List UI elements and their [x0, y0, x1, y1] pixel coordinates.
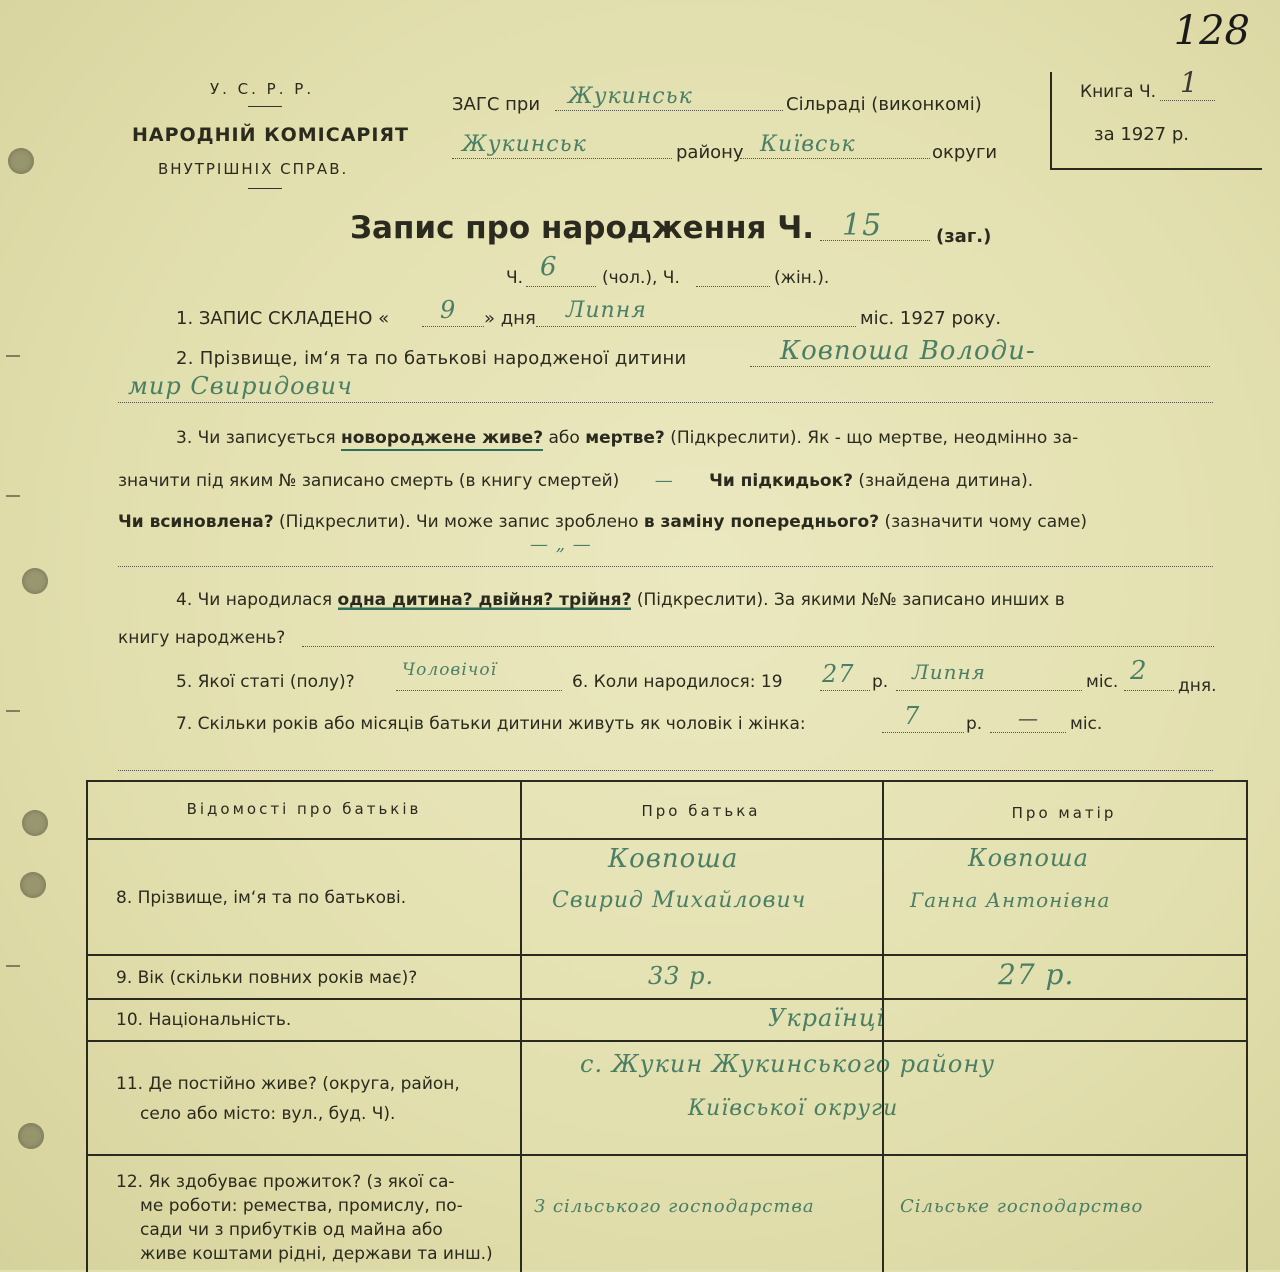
- item1-mid: » дня: [484, 308, 536, 329]
- item4-text: 4. Чи народилася: [176, 590, 333, 610]
- fill-line: [555, 110, 783, 111]
- father-surname: Ковпоша: [608, 844, 739, 874]
- birth-day: 2: [1130, 656, 1148, 686]
- record-day: 9: [440, 296, 457, 324]
- fill-line: [696, 286, 770, 287]
- child-name-line2: мир Свиридович: [128, 372, 353, 400]
- item4-options: одна дитина? двійня? трійня?: [337, 590, 632, 610]
- fill-line: [118, 402, 1213, 403]
- mother-surname: Ковпоша: [968, 844, 1089, 872]
- record-title: Запис про народження Ч.: [350, 210, 815, 246]
- page-number: 128: [1173, 8, 1250, 54]
- row8-label: 8. Прізвище, ім‘я та по батькові.: [116, 888, 407, 908]
- item3-text: 3. Чи записується: [176, 428, 336, 448]
- record-number: 15: [842, 208, 883, 243]
- item3-line1: [176, 428, 1078, 448]
- row11-label-line2: село або місто: вул., буд. Ч).: [140, 1104, 396, 1124]
- parents-table: [86, 780, 1248, 1272]
- item6-label: 6. Коли народилося: 19: [572, 672, 783, 692]
- item6-r: р.: [872, 672, 889, 692]
- book-year: за 1927 р.: [1094, 124, 1190, 145]
- female-label: (жін.).: [774, 268, 830, 288]
- binder-hole: [20, 872, 46, 898]
- item6-mis: міс.: [1086, 672, 1119, 692]
- binder-hole: [8, 148, 34, 174]
- child-name-line1: Ковпоша Володи-: [780, 336, 1036, 366]
- marriage-months: —: [1018, 706, 1039, 730]
- fill-line: [536, 326, 856, 327]
- total-label: (заг.): [936, 226, 992, 247]
- divider: [248, 106, 282, 107]
- fill-line: [990, 732, 1066, 733]
- fill-line: [452, 158, 672, 159]
- birth-year: 27: [822, 660, 855, 688]
- item3-text: або: [548, 428, 580, 448]
- zags-prefix: ЗАГС при: [452, 94, 541, 115]
- book-number: 1: [1180, 66, 1199, 99]
- row-divider: [88, 1154, 1246, 1156]
- book-label: Книга Ч.: [1080, 82, 1157, 102]
- marriage-years: 7: [904, 702, 921, 730]
- item7-label: 7. Скільки років або місяців батьки дитини живуть як чоловік і жінка:: [176, 714, 806, 734]
- row-divider: [88, 1040, 1246, 1042]
- fill-line: [118, 566, 1213, 567]
- row10-label: 10. Національність.: [116, 1010, 292, 1030]
- fill-line: [422, 326, 484, 327]
- row12-label-line1: 12. Як здобуває прожиток? (з якої са-: [116, 1172, 455, 1192]
- replacement-reason: — „ —: [530, 534, 592, 555]
- residence-line1: с. Жукин Жукинського району: [580, 1050, 996, 1078]
- row-divider: [88, 998, 1246, 1000]
- item3-alive: новороджене живе?: [341, 428, 543, 451]
- item4-line2: книгу народжень?: [118, 628, 286, 648]
- binder-hole: [18, 1123, 44, 1149]
- item5-label: 5. Якої статі (полу)?: [176, 672, 355, 692]
- fill-line: [740, 158, 930, 159]
- header-father: Про батька: [641, 802, 761, 820]
- item3-dead: мертве?: [585, 428, 665, 448]
- zags-village: Жукинськ: [568, 84, 693, 109]
- fill-line: [820, 690, 870, 691]
- row9-label: 9. Вік (скільки повних років має)?: [116, 968, 418, 988]
- item3-text: (Підкреслити). Чи може запис зроблено: [278, 512, 639, 532]
- item3-replacement: в заміну попереднього?: [643, 512, 880, 532]
- row11-label-line1: 11. Де постійно живе? (округа, район,: [116, 1074, 460, 1094]
- item3-foundling: Чи підкидьок?: [709, 471, 853, 491]
- item3-text: (знайдена дитина).: [858, 471, 1034, 491]
- fill-line: [750, 366, 1210, 367]
- fill-line: [302, 646, 1214, 647]
- mother-given-names: Ганна Антонівна: [910, 888, 1111, 912]
- child-sex: Чоловічої: [402, 660, 498, 680]
- item1-prefix: 1. ЗАПИС СКЛАДЕНО «: [176, 308, 390, 329]
- divider: [248, 188, 282, 189]
- item3-adopted: Чи всиновлена?: [118, 512, 274, 532]
- male-count: 6: [540, 252, 558, 282]
- commissariat-subtitle: ВНУТРІШНІХ СПРАВ.: [158, 160, 349, 178]
- commissariat-title: НАРОДНІЙ КОМІСАРІЯТ: [132, 124, 409, 146]
- item4-line1: [176, 590, 1065, 610]
- item3-line3: [118, 512, 1087, 532]
- binding-mark: [6, 710, 20, 712]
- fill-line: [1124, 690, 1174, 691]
- binding-mark: [6, 355, 20, 357]
- item3-text: (Підкреслити). Як - що мертве, неодмінно за-: [670, 428, 1079, 448]
- binding-mark: [6, 965, 20, 967]
- row12-label-line2: ме роботи: ремества, промислу, по-: [140, 1196, 463, 1216]
- item7-mis: міс.: [1070, 714, 1103, 734]
- item7-r: р.: [966, 714, 983, 734]
- male-label: (чол.), Ч.: [602, 268, 680, 288]
- residence-line2: Київської округи: [688, 1096, 899, 1121]
- header-mother: Про матір: [1011, 804, 1117, 822]
- row-divider: [88, 838, 1246, 840]
- father-given-names: Свирид Михайлович: [552, 888, 807, 913]
- item4-text: (Підкреслити). За якими №№ записано инших в: [636, 590, 1065, 610]
- mother-age: 27 р.: [998, 958, 1075, 991]
- fill-line: [526, 286, 596, 287]
- zags-suffix: Сільраді (виконкомі): [786, 94, 982, 115]
- district-label: району: [676, 142, 744, 163]
- binding-mark: [6, 495, 20, 497]
- record-month: Липня: [566, 298, 647, 323]
- fill-line: [118, 770, 1213, 771]
- mother-occupation: Сільське господарство: [900, 1196, 1144, 1217]
- birth-month: Липня: [912, 660, 986, 684]
- okrug-name: Київськ: [760, 132, 856, 157]
- item3-text: значити під яким № записано смерть (в книгу смертей): [118, 471, 620, 491]
- fill-line: [882, 732, 964, 733]
- fill-line: [396, 690, 562, 691]
- row12-label-line3: сади чи з прибутків од майна або: [140, 1220, 443, 1240]
- row-divider: [88, 954, 1246, 956]
- death-record-number: —: [654, 470, 674, 491]
- fill-line: [1160, 100, 1215, 101]
- header-parents-info: Відомості про батьків: [186, 800, 422, 818]
- fill-line: [896, 690, 1082, 691]
- binder-hole: [22, 810, 48, 836]
- district-name: Жукинськ: [462, 132, 587, 157]
- item6-days: дня.: [1178, 676, 1217, 696]
- okrug-label: округи: [932, 142, 998, 163]
- row12-label-line4: живе коштами рідні, держави та инш.): [140, 1244, 493, 1264]
- male-prefix: Ч.: [506, 268, 524, 288]
- item2-label: 2. Прізвище, ім‘я та по батькові народженої дитини: [176, 348, 687, 369]
- father-age: 33 р.: [648, 962, 715, 990]
- father-occupation: З сільського господарства: [534, 1196, 815, 1217]
- item3-text: (зазначити чому саме): [884, 512, 1088, 532]
- item1-suffix: міс. 1927 року.: [860, 308, 1002, 329]
- nationality: Українці: [768, 1004, 886, 1032]
- item3-line2: [118, 470, 1033, 491]
- column-divider: [520, 782, 522, 1272]
- state-name: У. С. Р. Р.: [210, 80, 315, 98]
- binder-hole: [22, 568, 48, 594]
